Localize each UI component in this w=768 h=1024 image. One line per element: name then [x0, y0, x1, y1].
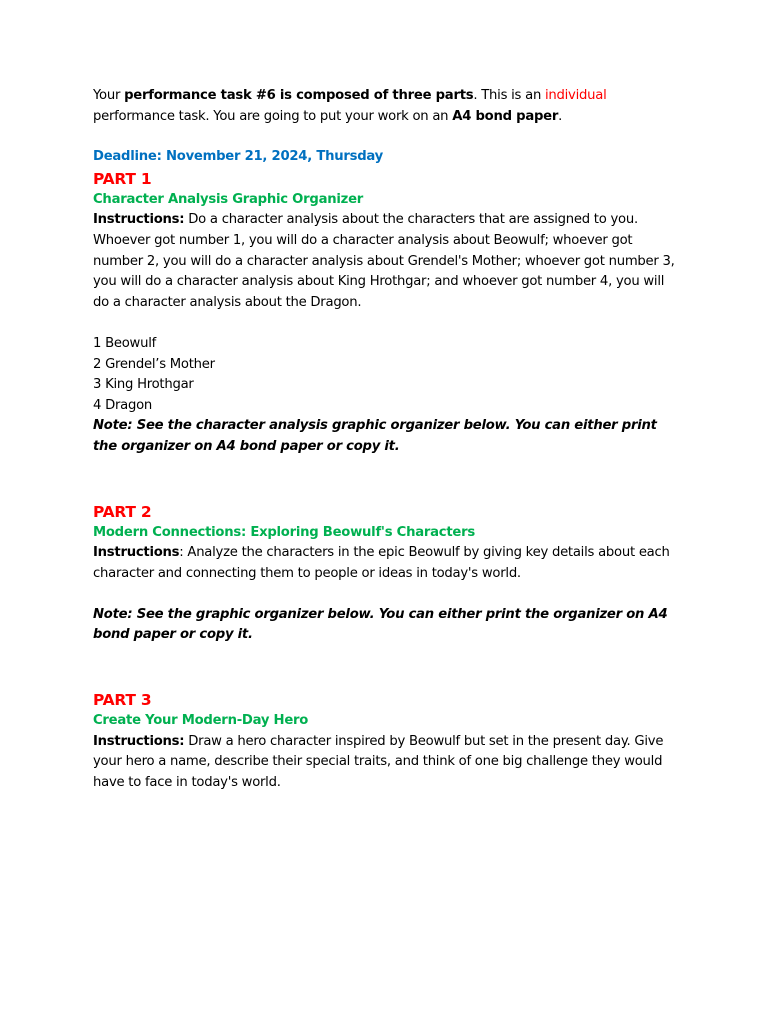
list-item: 3 King Hrothgar: [93, 377, 194, 393]
part1-subtitle: Character Analysis Graphic Organizer: [93, 191, 364, 207]
part3-instructions: [93, 732, 683, 794]
intro-text: . This is an: [473, 88, 545, 103]
part2-heading: PART 2: [93, 502, 152, 521]
part1-note: Note: See the character analysis graphic organizer below. You can either print the organizer on A4 bond paper or copy it.: [93, 418, 657, 454]
part2-instructions-text: : Analyze the characters in the epic Beowulf by giving key details about each character and connecting them to people or ideas in today's world.: [93, 545, 670, 581]
part3-heading: PART 3: [93, 691, 152, 710]
spacer: [93, 584, 683, 605]
intro-highlight-individual: individual: [545, 88, 607, 103]
part2-instructions-label: Instructions: [93, 545, 180, 561]
intro-paragraph: [93, 86, 683, 127]
part3-instructions-label: Instructions:: [93, 733, 185, 749]
list-item: 4 Dragon: [93, 397, 153, 413]
spacer: [93, 646, 683, 689]
intro-text: performance task. You are going to put your work on an: [93, 108, 453, 124]
list-item: 2 Grendel’s Mother: [93, 356, 215, 372]
list-item: 1 Beowulf: [93, 335, 157, 351]
document-content: [93, 86, 683, 793]
part3-subtitle: Create Your Modern-Day Hero: [93, 713, 309, 729]
intro-text: .: [558, 108, 563, 124]
spacer: [93, 313, 683, 334]
spacer: [93, 458, 683, 501]
part2-instructions: [93, 543, 683, 584]
part2-subtitle: Modern Connections: Exploring Beowulf's Characters: [93, 524, 475, 540]
part1-instructions-label: Instructions:: [93, 212, 185, 228]
part1-heading: PART 1: [93, 169, 152, 188]
intro-bold-task: performance task #6 is composed of three parts: [124, 88, 474, 103]
intro-text: Your: [93, 88, 125, 103]
intro-bold-paper: A4 bond paper: [452, 108, 559, 124]
part1-instructions: [93, 210, 683, 313]
part2-note: Note: See the graphic organizer below. You can either print the organizer on A4 bond paper or copy it.: [93, 606, 668, 643]
part3-instructions-text: Draw a hero character inspired by Beowulf but set in the present day. Give your hero a name, describe their special traits, and think of one big challenge they would have to face in today's world.: [93, 733, 664, 790]
part1-instructions-text: Do a character analysis about the characters that are assigned to you. Whoever got number 1, you will do a character analysis about Beowulf; whoever got number 2, you will do a character analysis about Grendel's Mother; whoever got number 3, you will do a character analysis about King Hrothgar; and whoever got number 4, you will do a character analysis about the Dragon.: [93, 212, 675, 310]
deadline: Deadline: November 21, 2024, Thursday: [93, 149, 383, 165]
